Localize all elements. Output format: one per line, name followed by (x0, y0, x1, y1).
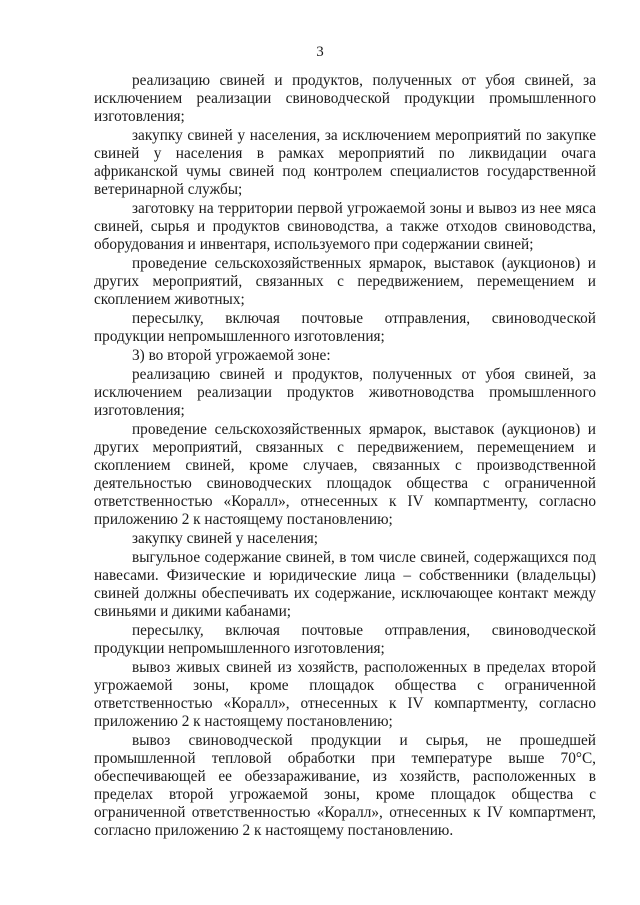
paragraph-5: пересылку, включая почтовые отправления, свиноводческой продукции непромышленного изготовления; (94, 310, 596, 345)
paragraph-12: вывоз живых свиней из хозяйств, расположенных в пределах второй угрожаемой зоны, кроме площадок общества с ограниченной ответственностью «Коралл», отнесенных к IV компартменту, согласно приложению 2 к настоящему постановлению; (94, 659, 596, 730)
paragraph-9: закупку свиней у населения; (132, 530, 319, 547)
paragraph-1: реализацию свиней и продуктов, полученных от убоя свиней, за исключением реализации свиноводческой продукции промышленного изготовления; (94, 72, 596, 125)
paragraph-4: проведение сельскохозяйственных ярмарок, выставок (аукционов) и других мероприятий, связанных с передвижением, перемещением и скоплением животных; (94, 255, 596, 308)
paragraph-3: заготовку на территории первой угрожаемой зоны и вывоз из нее мяса свиней, сырья и продуктов свиноводства, а также отходов свиноводства, оборудования и инвентаря, используемого при содержании свиней; (94, 200, 596, 253)
paragraph-2: закупку свиней у населения, за исключением мероприятий по закупке свиней у населения в рамках мероприятий по ликвидации очага африканской чумы свиней под контролем специалистов государственной ветеринарной службы; (94, 127, 596, 198)
paragraph-13: вывоз свиноводческой продукции и сырья, не прошедшей промышленной тепловой обработки при температуре выше 70°С, обеспечивающей ее обеззараживание, из хозяйств, расположенных в пределах второй угрожаемой зоны, кроме площадок общества с ограниченной ответственностью «Коралл», отнесенных к IV компартмент, согласно приложению 2 к настоящему постановлению. (94, 732, 596, 839)
page-number: 3 (316, 44, 324, 60)
paragraph-10: выгульное содержание свиней, в том числе свиней, содержащихся под навесами. Физические и юридические лица – собственники (владельцы) свиней должны обеспечивать их содержание, исключающее контакт между свиньями и дикими кабанами; (94, 549, 596, 620)
section-heading: 3) во второй угрожаемой зоне: (132, 347, 331, 364)
paragraph-8: проведение сельскохозяйственных ярмарок, выставок (аукционов) и других мероприятий, связанных с передвижением, перемещением и скоплением свиней, кроме случаев, связанных с производственной деятельностью свиноводческих площадок общества с ограниченной ответственностью «Коралл», отнесенных к IV компартменту, согласно приложению 2 к настоящему постановлению; (94, 421, 596, 528)
document-body (94, 72, 596, 841)
paragraph-7: реализацию свиней и продуктов, полученных от убоя свиней, за исключением реализации продуктов животноводства промышленного изготовления; (94, 366, 596, 419)
paragraph-11: пересылку, включая почтовые отправления, свиноводческой продукции непромышленного изготовления; (94, 622, 596, 657)
